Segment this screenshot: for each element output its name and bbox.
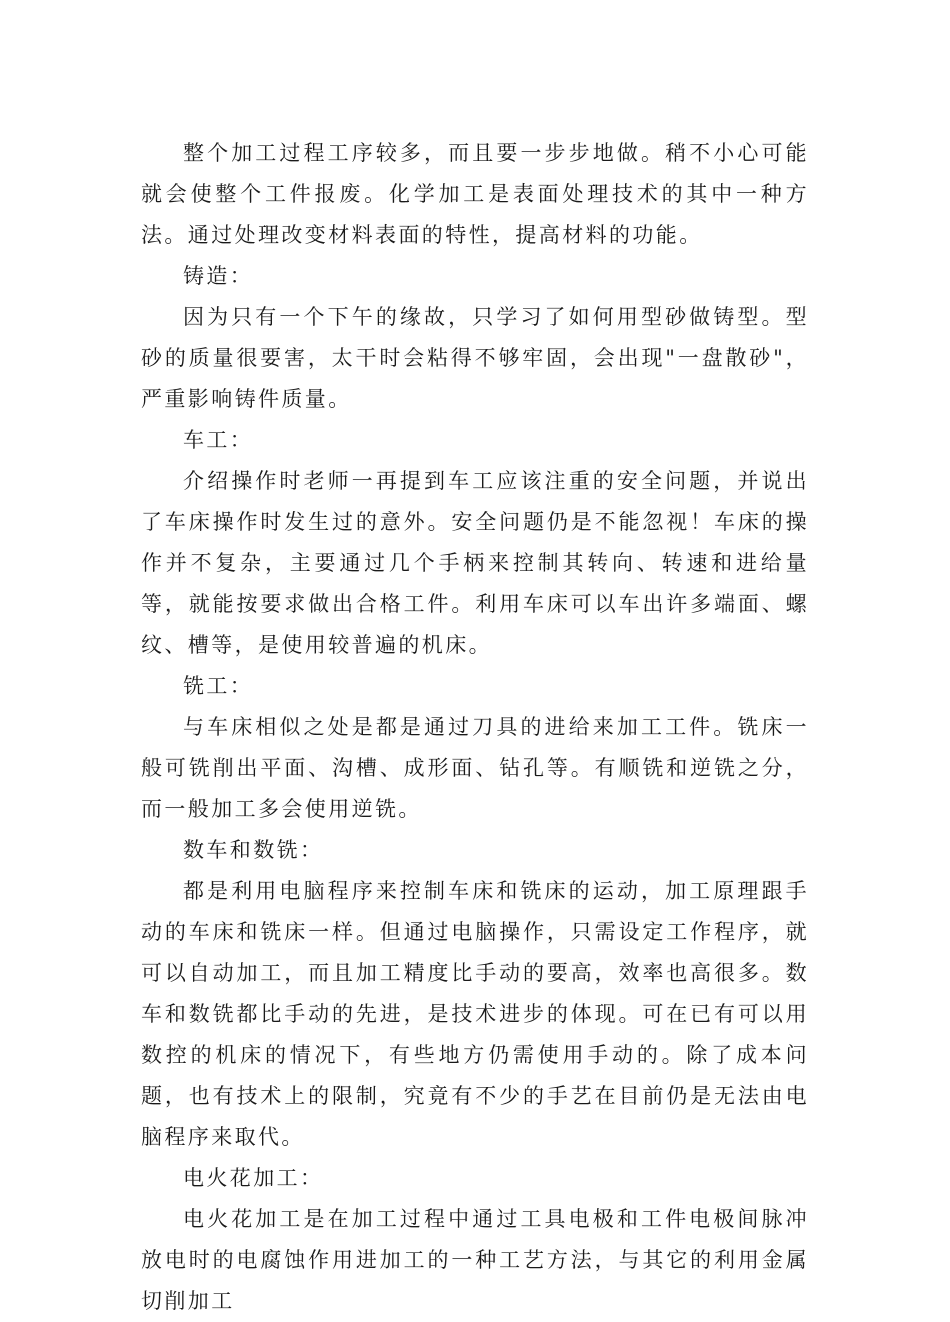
heading-edm: 电火花加工： — [183, 1166, 324, 1190]
heading-cnc: 数车和数铣： — [183, 838, 324, 862]
paragraph-casting: 因为只有一个下午的缘故，只学习了如何用型砂做铸型。型砂的质量很要害，太干时会粘得不够牢固，会出现"一盘散砂"，严重影响铸件质量。 — [141, 305, 809, 411]
paragraph-turning: 介绍操作时老师一再提到车工应该注重的安全问题，并说出了车床操作时发生过的意外。安全问题仍是不能忽视！车床的操作并不复杂，主要通过几个手柄来控制其转向、转速和进给量等，就能按要求做出合格工件。利用车床可以车出许多端面、螺纹、槽等，是使用较普遍的机床。 — [141, 469, 809, 657]
heading-turning: 车工： — [183, 428, 254, 452]
heading-milling: 铣工： — [183, 674, 254, 698]
paragraph-milling: 与车床相似之处是都是通过刀具的进给来加工工件。铣床一般可铣削出平面、沟槽、成形面、钻孔等。有顺铣和逆铣之分，而一般加工多会使用逆铣。 — [141, 715, 809, 821]
document-body — [141, 133, 809, 1322]
paragraph-chemical-processing: 整个加工过程工序较多，而且要一步步地做。稍不小心可能就会使整个工件报废。化学加工是表面处理技术的其中一种方法。通过处理改变材料表面的特性，提高材料的功能。 — [141, 141, 809, 247]
heading-casting: 铸造： — [183, 264, 254, 288]
paragraph-cnc: 都是利用电脑程序来控制车床和铣床的运动，加工原理跟手动的车床和铣床一样。但通过电脑操作，只需设定工作程序，就可以自动加工，而且加工精度比手动的要高，效率也高很多。数车和数铣都比手动的先进，是技术进步的体现。可在已有可以用数控的机床的情况下，有些地方仍需使用手动的。除了成本问题，也有技术上的限制，究竟有不少的手艺在目前仍是无法由电脑程序来取代。 — [141, 879, 809, 1149]
paragraph-edm: 电火花加工是在加工过程中通过工具电极和工件电极间脉冲放电时的电腐蚀作用进加工的一种工艺方法，与其它的利用金属切削加工 — [141, 1207, 809, 1313]
